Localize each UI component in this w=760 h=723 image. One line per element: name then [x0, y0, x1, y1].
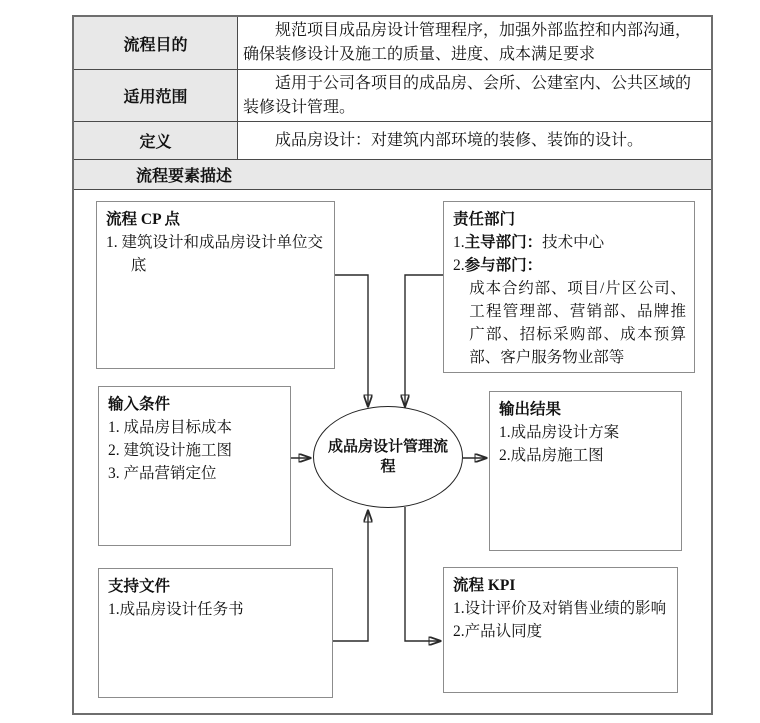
row-content-purpose [238, 17, 711, 69]
box-process-cp-points [96, 201, 335, 369]
item-label: 主导部门： [464, 234, 543, 251]
item-value: 技术中心 [542, 234, 605, 251]
item-number: 2. [453, 257, 465, 274]
list-item: 1. 建筑设计和成品房设计单位交底 [106, 234, 324, 274]
list-item [453, 254, 686, 277]
row-content-scope [238, 70, 711, 121]
row-label-purpose: 流程目的 [74, 17, 238, 69]
list-item: 2.成品房施工图 [499, 447, 604, 464]
flow-diagram [74, 190, 711, 712]
scope-text: 适用于公司各项目的成品房、会所、公建室内、公共区域的装修设计管理。 [243, 74, 692, 116]
box-title: 流程 KPI [453, 577, 516, 594]
table-row [74, 122, 711, 160]
box-output-results [489, 391, 682, 551]
table-row [74, 17, 711, 70]
box-title: 支持文件 [108, 578, 171, 595]
arrow-resp-to-center [405, 275, 443, 406]
section-header: 流程要素描述 [74, 160, 711, 190]
arrow-support-to-center [333, 511, 368, 641]
row-label-definition: 定义 [74, 122, 238, 159]
list-item: 1.成品房设计方案 [499, 424, 620, 441]
list-item [453, 231, 686, 254]
definition-text: 成品房设计：对建筑内部环境的装修、装饰的设计。 [275, 131, 644, 149]
item-label: 参与部门： [464, 257, 543, 274]
box-input-conditions [98, 386, 291, 546]
process-definition-sheet [72, 15, 713, 715]
list-item: 1.成品房设计任务书 [108, 601, 244, 618]
box-title: 责任部门 [453, 211, 516, 228]
arrow-center-to-kpi [405, 507, 440, 641]
participants-text: 成本合约部、项目/片区公司、工程管理部、营销部、品牌推广部、招标采购部、成本预算部、客户服务物业部等 [469, 280, 686, 366]
row-content-definition [238, 122, 711, 159]
box-responsible-departments [443, 201, 695, 373]
box-title: 输出结果 [499, 401, 562, 418]
list-item: 1.设计评价及对销售业绩的影响 [453, 600, 667, 617]
arrow-cp-to-center [335, 275, 368, 406]
box-title: 输入条件 [108, 396, 171, 413]
box-process-kpi [443, 567, 678, 693]
purpose-text: 规范项目成品房设计管理程序，加强外部监控和内部沟通，确保装修设计及施工的质量、进度、成本满足要求 [243, 22, 692, 63]
table-row [74, 70, 711, 122]
list-item: 2. 建筑设计施工图 [108, 442, 233, 459]
item-number: 1. [453, 234, 465, 251]
process-center-node: 成品房设计管理流程 [313, 406, 463, 508]
box-title: 流程 CP 点 [106, 211, 181, 228]
list-item: 3. 产品营销定位 [108, 465, 217, 482]
box-supporting-documents [98, 568, 333, 698]
list-item: 1. 成品房目标成本 [108, 419, 233, 436]
list-item: 2.产品认同度 [453, 623, 543, 640]
row-label-scope: 适用范围 [74, 70, 238, 121]
